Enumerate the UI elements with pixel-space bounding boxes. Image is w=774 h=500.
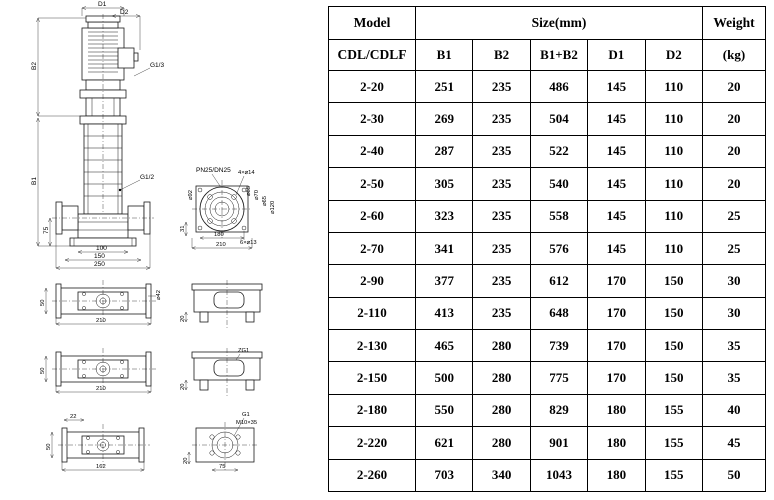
- cell-weight: 45: [703, 427, 766, 459]
- label-sec-b-side20: 20: [180, 383, 186, 390]
- table-row: [329, 200, 766, 232]
- cell-model: 2-260: [329, 459, 416, 492]
- header-size: Size(mm): [416, 7, 703, 40]
- cell-b1: 269: [416, 103, 473, 135]
- label-sec-c-w162: 162: [96, 464, 106, 470]
- label-w250: 250: [94, 261, 105, 268]
- cell-weight: 50: [703, 459, 766, 492]
- cell-weight: 30: [703, 265, 766, 297]
- cell-d2: 110: [645, 103, 702, 135]
- label-w180: 180: [214, 232, 224, 238]
- cell-weight: 35: [703, 330, 766, 362]
- cell-b2: 280: [473, 330, 530, 362]
- cell-d1: 180: [588, 459, 645, 492]
- cell-weight: 25: [703, 200, 766, 232]
- cell-b1b2: 540: [530, 168, 587, 200]
- label-sec-b-w210: 210: [96, 386, 106, 392]
- cell-b1: 323: [416, 200, 473, 232]
- cell-d1: 180: [588, 394, 645, 426]
- cell-model: 2-60: [329, 200, 416, 232]
- cell-b1b2: 829: [530, 394, 587, 426]
- cell-model: 2-130: [329, 330, 416, 362]
- cell-weight: 20: [703, 135, 766, 167]
- table-row: [329, 71, 766, 103]
- label-d85: ⌀85: [246, 186, 252, 196]
- label-bolt: M10×35: [236, 420, 258, 426]
- cell-d2: 155: [645, 459, 702, 492]
- label-d2: D2: [120, 9, 129, 16]
- table-row: [329, 330, 766, 362]
- label-sec-a-d42: ⌀42: [156, 290, 162, 300]
- cell-d2: 150: [645, 330, 702, 362]
- cell-b1: 305: [416, 168, 473, 200]
- label-h75: 75: [43, 226, 50, 234]
- header-b1-plus-b2: B1+B2: [530, 40, 587, 71]
- table-header-row-top: [329, 7, 766, 40]
- cell-model: 2-30: [329, 103, 416, 135]
- label-w150: 150: [94, 253, 105, 260]
- header-b2: B2: [473, 40, 530, 71]
- label-sec-c-h22: 22: [70, 414, 77, 420]
- label-sec-b-h50: 50: [40, 367, 46, 374]
- cell-b1: 621: [416, 427, 473, 459]
- label-sec-c-w75: 75: [219, 464, 226, 470]
- cell-b2: 280: [473, 362, 530, 394]
- cell-weight: 20: [703, 168, 766, 200]
- specification-table-panel: [324, 0, 774, 500]
- cell-d1: 170: [588, 330, 645, 362]
- header-model: Model: [329, 7, 416, 40]
- table-row: [329, 427, 766, 459]
- cell-b1: 377: [416, 265, 473, 297]
- header-d1: D1: [588, 40, 645, 71]
- cell-model: 2-70: [329, 232, 416, 264]
- cell-b2: 280: [473, 394, 530, 426]
- cell-d1: 145: [588, 103, 645, 135]
- cell-model: 2-20: [329, 71, 416, 103]
- cell-d1: 170: [588, 297, 645, 329]
- label-sec-a-w210: 210: [96, 318, 106, 324]
- table-row: [329, 394, 766, 426]
- cell-b1b2: 648: [530, 297, 587, 329]
- base-section-view-a: [40, 280, 162, 325]
- cell-b1b2: 576: [530, 232, 587, 264]
- cell-b1b2: 612: [530, 265, 587, 297]
- table-header-row-sub: [329, 40, 766, 71]
- label-g1: G1: [242, 412, 250, 418]
- label-g13: G1/3: [150, 62, 165, 69]
- header-weight: Weight: [703, 7, 766, 40]
- table-body: [329, 71, 766, 492]
- cell-b1b2: 522: [530, 135, 587, 167]
- cell-b1: 413: [416, 297, 473, 329]
- table-row: [329, 232, 766, 264]
- cell-b1b2: 504: [530, 103, 587, 135]
- label-w100: 100: [96, 245, 107, 252]
- cell-b2: 235: [473, 232, 530, 264]
- cell-weight: 40: [703, 394, 766, 426]
- cell-d2: 150: [645, 362, 702, 394]
- cell-d2: 150: [645, 297, 702, 329]
- cell-b1b2: 1043: [530, 459, 587, 492]
- label-b2: B2: [31, 62, 38, 70]
- label-d92: ⌀92: [188, 190, 194, 200]
- label-d1: D1: [98, 1, 107, 8]
- cell-b1: 703: [416, 459, 473, 492]
- cell-d1: 145: [588, 200, 645, 232]
- label-holes-top: 4×⌀14: [238, 170, 255, 176]
- table-row: [329, 135, 766, 167]
- cell-d2: 155: [645, 427, 702, 459]
- label-holes-bottom: 6×⌀13: [240, 240, 257, 246]
- cell-weight: 20: [703, 103, 766, 135]
- header-d2: D2: [645, 40, 702, 71]
- label-d120: ⌀120: [270, 200, 276, 214]
- cell-b2: 280: [473, 427, 530, 459]
- cell-b1: 500: [416, 362, 473, 394]
- cell-d2: 110: [645, 135, 702, 167]
- table-row: [329, 459, 766, 492]
- cell-b2: 235: [473, 200, 530, 232]
- table-row: [329, 103, 766, 135]
- cell-b1: 251: [416, 71, 473, 103]
- header-weight-unit: (kg): [703, 40, 766, 71]
- cell-weight: 20: [703, 71, 766, 103]
- cell-b2: 235: [473, 297, 530, 329]
- cell-b1b2: 739: [530, 330, 587, 362]
- header-b1: B1: [416, 40, 473, 71]
- label-sec-a-side20: 20: [180, 315, 186, 322]
- table-row: [329, 168, 766, 200]
- label-pn25-dn25: PN25/DN25: [196, 167, 231, 174]
- cell-b1: 550: [416, 394, 473, 426]
- cell-model: 2-180: [329, 394, 416, 426]
- cell-b1: 287: [416, 135, 473, 167]
- base-section-view-b: [40, 348, 156, 393]
- cell-weight: 25: [703, 232, 766, 264]
- cell-b2: 235: [473, 103, 530, 135]
- label-d70: ⌀70: [254, 190, 260, 200]
- table-row: [329, 297, 766, 329]
- cell-b1: 341: [416, 232, 473, 264]
- specification-table: [328, 6, 766, 492]
- cell-weight: 35: [703, 362, 766, 394]
- cell-d1: 145: [588, 168, 645, 200]
- cell-d1: 145: [588, 71, 645, 103]
- label-sec-c-h50: 50: [46, 443, 52, 450]
- header-model-series: CDL/CDLF: [329, 40, 416, 71]
- label-zg1: ZG1: [238, 348, 250, 354]
- cell-d1: 145: [588, 135, 645, 167]
- cell-weight: 30: [703, 297, 766, 329]
- cell-model: 2-150: [329, 362, 416, 394]
- cell-b2: 235: [473, 168, 530, 200]
- cell-b2: 235: [473, 135, 530, 167]
- cell-b1b2: 486: [530, 71, 587, 103]
- label-w210-flange: 210: [216, 242, 226, 248]
- base-section-view-c: [46, 414, 150, 471]
- cell-model: 2-50: [329, 168, 416, 200]
- cell-d1: 180: [588, 427, 645, 459]
- label-d65: ⌀65: [262, 196, 268, 206]
- cell-d1: 170: [588, 265, 645, 297]
- base-plan-view-c: [183, 412, 258, 472]
- label-sec-a-h50: 50: [40, 299, 46, 306]
- cell-model: 2-40: [329, 135, 416, 167]
- label-b1: B1: [31, 177, 38, 185]
- label-h31: 31: [180, 225, 186, 232]
- flange-plan-view: [180, 167, 276, 249]
- cell-model: 2-90: [329, 265, 416, 297]
- label-sec-c-side20: 20: [183, 457, 189, 464]
- cell-d2: 110: [645, 71, 702, 103]
- cell-b1b2: 558: [530, 200, 587, 232]
- base-side-view-b: [180, 348, 262, 396]
- cell-b2: 235: [473, 71, 530, 103]
- label-g12: G1/2: [140, 174, 155, 181]
- cell-b2: 235: [473, 265, 530, 297]
- cell-b1: 465: [416, 330, 473, 362]
- cell-b2: 340: [473, 459, 530, 492]
- cell-d2: 110: [645, 200, 702, 232]
- pump-drawing-panel: [0, 0, 324, 500]
- cell-d2: 155: [645, 394, 702, 426]
- cell-b1b2: 901: [530, 427, 587, 459]
- table-row: [329, 362, 766, 394]
- cell-b1b2: 775: [530, 362, 587, 394]
- table-row: [329, 265, 766, 297]
- main-pump-elevation-view: [31, 1, 164, 270]
- base-side-view-a: [180, 280, 262, 328]
- cell-d1: 145: [588, 232, 645, 264]
- cell-d2: 150: [645, 265, 702, 297]
- cell-model: 2-220: [329, 427, 416, 459]
- cell-d2: 110: [645, 168, 702, 200]
- cell-model: 2-110: [329, 297, 416, 329]
- cell-d1: 170: [588, 362, 645, 394]
- cell-d2: 110: [645, 232, 702, 264]
